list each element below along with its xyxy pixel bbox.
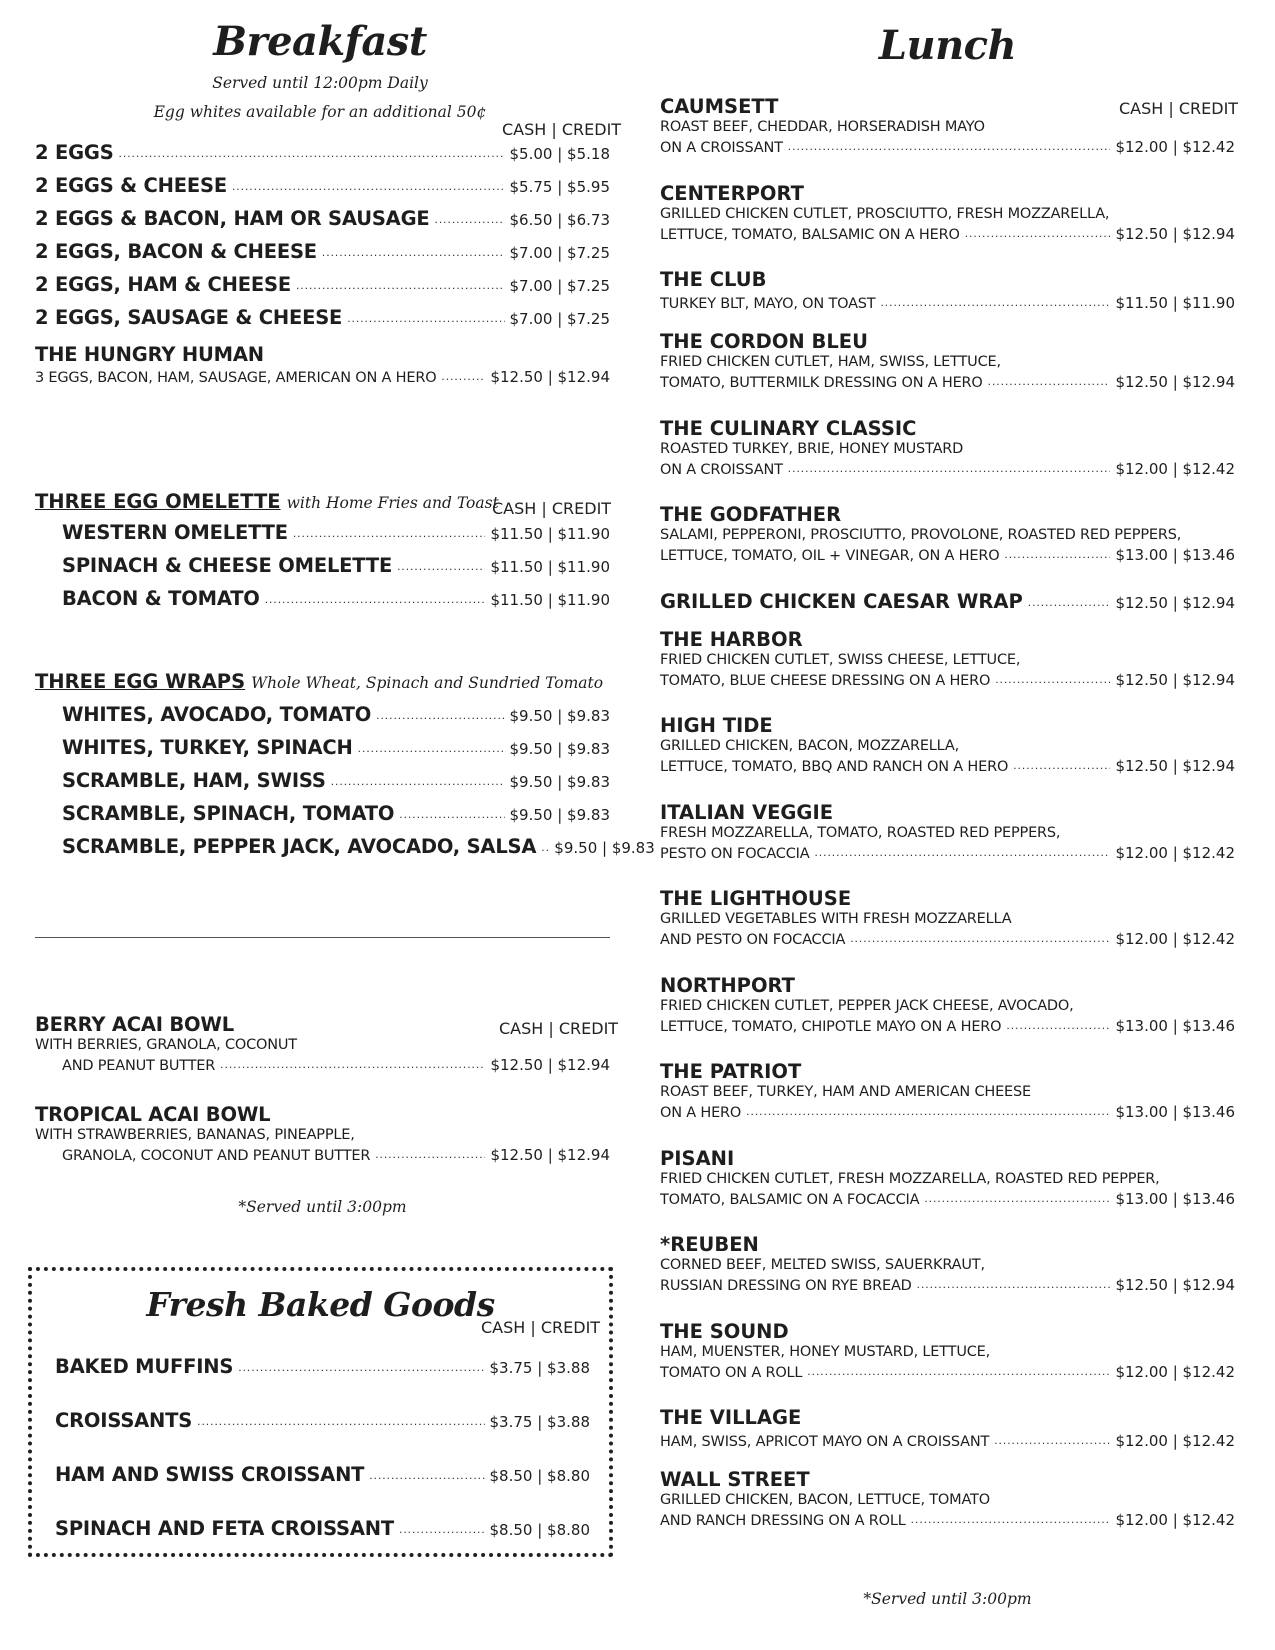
dot-leader	[369, 1468, 484, 1482]
menu-item	[55, 1463, 590, 1486]
menu-item-name: SPINACH & CHEESE OMELETTE	[62, 554, 393, 577]
menu-item-name: HIGH TIDE	[660, 714, 773, 737]
menu-item	[660, 268, 1235, 312]
dot-leader	[965, 226, 1111, 240]
menu-item-desc: FRIED CHICKEN CUTLET, SWISS CHEESE, LETTUCE,	[660, 651, 1021, 668]
breakfast-served-note: Served until 12:00pm Daily	[212, 74, 428, 92]
menu-item	[62, 703, 610, 726]
menu-item-name: WHITES, AVOCADO, TOMATO	[62, 703, 372, 726]
menu-item-price: $12.00 | $12.42	[1115, 459, 1235, 478]
dot-leader	[220, 1057, 485, 1071]
menu-item-desc: FRIED CHICKEN CUTLET, FRESH MOZZARELLA, ROASTED RED PEPPER,	[660, 1170, 1160, 1187]
menu-item	[660, 974, 1235, 1035]
menu-item-name: GRILLED CHICKEN CAESAR WRAP	[660, 589, 1023, 613]
menu-item-desc: AND PEANUT BUTTER	[62, 1058, 216, 1074]
menu-item-price: $12.00 | $12.42	[1115, 843, 1235, 862]
dot-leader	[238, 1360, 484, 1374]
menu-item-name: ITALIAN VEGGIE	[660, 800, 834, 824]
breakfast-price-header: CASH | CREDIT	[502, 120, 622, 139]
dot-leader	[435, 212, 505, 226]
section-divider	[35, 937, 610, 938]
menu-item	[62, 736, 610, 759]
menu-item-desc: WITH BERRIES, GRANOLA, COCONUT	[35, 1037, 297, 1053]
menu-item-name: CROISSANTS	[55, 1409, 193, 1432]
menu-item-desc: GRILLED VEGETABLES WITH FRESH MOZZARELLA	[660, 911, 1012, 927]
menu-item-desc: LETTUCE, TOMATO, OIL + VINEGAR, ON A HERO	[660, 548, 1000, 564]
menu-item-price-row	[660, 138, 1235, 156]
menu-item-price-row	[660, 844, 1235, 862]
omelette-subtitle: with Home Fries and Toast	[286, 494, 499, 512]
menu-item-desc: TOMATO, BALSAMIC ON A FOCACCIA	[660, 1191, 920, 1208]
baked-price-header: CASH | CREDIT	[481, 1318, 601, 1337]
dot-leader	[265, 592, 486, 606]
menu-item-name: 2 EGGS & BACON, HAM OR SAUSAGE	[35, 207, 430, 230]
menu-item-name: THE CORDON BLEU	[660, 330, 868, 353]
menu-item-price-row	[660, 1511, 1235, 1529]
menu-item-desc: TOMATO, BUTTERMILK DRESSING ON A HERO	[660, 375, 983, 391]
menu-item-name: CAUMSETT	[660, 95, 779, 118]
menu-item-name: THE GODFATHER	[660, 503, 842, 526]
menu-item-name: WESTERN OMELETTE	[62, 521, 288, 544]
menu-item	[62, 587, 610, 610]
menu-item-price: $13.00 | $13.46	[1115, 1189, 1235, 1208]
menu-item-desc: AND PESTO ON FOCACCIA	[660, 932, 846, 948]
menu-item-price-row	[660, 671, 1235, 689]
menu-item-price-row	[660, 294, 1235, 312]
wraps-subtitle: Whole Wheat, Spinach and Sundried Tomato	[251, 674, 604, 692]
dot-leader	[119, 146, 505, 160]
dot-leader	[197, 1414, 484, 1428]
dot-leader	[807, 1364, 1110, 1378]
menu-item-price: $13.00 | $13.46	[1115, 1103, 1235, 1121]
dot-leader	[399, 807, 504, 821]
menu-item-name: CENTERPORT	[660, 181, 804, 205]
menu-item-price: $11.50 | $11.90	[490, 558, 610, 576]
menu-item-name: THE HARBOR	[660, 627, 803, 651]
menu-item-name: 2 EGGS & CHEESE	[35, 174, 227, 197]
menu-item-price-row	[660, 1276, 1235, 1294]
omelette-price-header: CASH | CREDIT	[492, 499, 612, 518]
menu-item-desc: TOMATO, BLUE CHEESE DRESSING ON A HERO	[660, 672, 991, 689]
menu-item	[35, 306, 610, 329]
menu-item-name: 2 EGGS, HAM & CHEESE	[35, 273, 291, 296]
dot-leader	[296, 278, 505, 292]
menu-item-name: THE CLUB	[660, 268, 767, 291]
menu-item	[660, 503, 1235, 564]
menu-item-name: SCRAMBLE, HAM, SWISS	[62, 769, 326, 792]
menu-item-price-row	[62, 1056, 610, 1074]
menu-item	[35, 207, 610, 230]
dot-leader	[814, 845, 1110, 859]
menu-item-desc: LETTUCE, TOMATO, BALSAMIC ON A HERO	[660, 226, 960, 243]
menu-item-name: THE PATRIOT	[660, 1060, 802, 1083]
menu-item-name: *REUBEN	[660, 1233, 759, 1256]
menu-item	[660, 1147, 1235, 1208]
menu-item	[55, 1409, 590, 1432]
menu-item-price: $12.00 | $12.42	[1115, 930, 1235, 948]
menu-item-price-row	[660, 546, 1235, 564]
menu-item-desc: HAM, MUENSTER, HONEY MUSTARD, LETTUCE,	[660, 1343, 991, 1360]
menu-item-desc: SALAMI, PEPPERONI, PROSCIUTTO, PROVOLONE, ROASTED RED PEPPERS,	[660, 527, 1182, 543]
menu-item-name: HAM AND SWISS CROISSANT	[55, 1463, 365, 1486]
menu-item	[35, 174, 610, 197]
menu-item-price: $9.50 | $9.83	[509, 740, 610, 758]
menu-item-price-row	[660, 930, 1235, 948]
menu-item-price: $11.50 | $11.90	[490, 591, 610, 609]
acai-served-note: *Served until 3:00pm	[238, 1198, 407, 1216]
menu-item-desc: GRILLED CHICKEN, BACON, MOZZARELLA,	[660, 738, 960, 754]
menu-item-name: THE SOUND	[660, 1319, 789, 1343]
menu-item	[35, 240, 610, 263]
menu-item	[62, 802, 610, 825]
menu-item-name: SCRAMBLE, SPINACH, TOMATO	[62, 802, 395, 825]
menu-item-price: $9.50 | $9.83	[509, 773, 610, 791]
lunch-title: Lunch	[878, 22, 1017, 69]
menu-item-name: BACON & TOMATO	[62, 587, 260, 610]
menu-item	[660, 1320, 1235, 1381]
menu-item-price: $12.50 | $12.94	[1115, 670, 1235, 689]
menu-item-price: $12.00 | $12.42	[1115, 138, 1235, 156]
menu-item-price: $11.50 | $11.90	[1115, 294, 1235, 312]
menu-item-desc: TOMATO ON A ROLL	[660, 1364, 803, 1381]
menu-item	[62, 521, 610, 544]
lunch-served-note: *Served until 3:00pm	[863, 1590, 1032, 1608]
menu-item-price: $7.00 | $7.25	[509, 310, 610, 328]
omelette-title: THREE EGG OMELETTE	[35, 490, 281, 513]
menu-item-price: $3.75 | $3.88	[489, 1359, 590, 1377]
menu-item-price: $11.50 | $11.90	[490, 525, 610, 543]
dot-leader	[1028, 595, 1111, 609]
dot-leader	[1013, 758, 1110, 772]
menu-item-desc: LETTUCE, TOMATO, BBQ AND RANCH ON A HERO	[660, 759, 1009, 775]
menu-item-price-row	[660, 1017, 1235, 1035]
menu-item-desc: ROAST BEEF, CHEDDAR, HORSERADISH MAYO	[660, 119, 985, 135]
menu-item	[62, 769, 610, 792]
dot-leader	[376, 708, 504, 722]
menu-item-price: $9.50 | $9.83	[554, 839, 655, 857]
menu-item-price-row	[660, 590, 1235, 613]
menu-item-price: $12.50 | $12.94	[490, 1056, 610, 1074]
hungry-human	[35, 343, 610, 386]
menu-item-price: $6.50 | $6.73	[509, 211, 610, 229]
dot-leader	[397, 559, 485, 573]
menu-item	[660, 182, 1235, 243]
menu-item-desc: CORNED BEEF, MELTED SWISS, SAUERKRAUT,	[660, 1257, 985, 1273]
menu-item-desc: LETTUCE, TOMATO, CHIPOTLE MAYO ON A HERO	[660, 1018, 1002, 1035]
menu-item-desc: ROASTED TURKEY, BRIE, HONEY MUSTARD	[660, 440, 964, 457]
dot-leader	[293, 526, 486, 540]
menu-item-name: 2 EGGS	[35, 141, 114, 164]
menu-item-name: WALL STREET	[660, 1468, 810, 1491]
dot-leader	[232, 179, 505, 193]
dot-leader	[331, 774, 505, 788]
menu-item-price: $12.00 | $12.42	[1115, 1362, 1235, 1381]
menu-item	[660, 590, 1235, 613]
dot-leader	[994, 1433, 1110, 1447]
baked-goods-title: Fresh Baked Goods	[146, 1285, 495, 1324]
menu-item	[660, 330, 1235, 391]
dot-leader	[917, 1277, 1111, 1291]
menu-item	[660, 714, 1235, 775]
menu-item-desc: ON A CROISSANT	[660, 140, 783, 156]
menu-item-desc: FRESH MOZZARELLA, TOMATO, ROASTED RED PEPPERS,	[660, 824, 1061, 841]
menu-item-price: $7.00 | $7.25	[509, 244, 610, 262]
menu-item-price: $13.00 | $13.46	[1115, 1016, 1235, 1035]
menu-item-price-row	[660, 225, 1235, 243]
wraps-title: THREE EGG WRAPS	[35, 670, 246, 693]
menu-item	[62, 554, 610, 577]
menu-item-price: $12.50 | $12.94	[1115, 373, 1235, 391]
menu-item-price: $12.50 | $12.94	[1115, 224, 1235, 243]
menu-item	[35, 273, 610, 296]
menu-item-desc: WITH STRAWBERRIES, BANANAS, PINEAPPLE,	[35, 1127, 355, 1143]
menu-item	[660, 887, 1235, 948]
wraps-section-heading	[35, 670, 603, 693]
dot-leader	[375, 1147, 485, 1161]
menu-item-price-row	[660, 1103, 1235, 1121]
menu-item-desc: GRILLED CHICKEN, BACON, LETTUCE, TOMATO	[660, 1492, 990, 1508]
menu-item-price-row	[660, 373, 1235, 391]
menu-item-price: $5.00 | $5.18	[509, 145, 610, 163]
dot-leader	[988, 374, 1111, 388]
dot-leader	[541, 840, 549, 854]
dot-leader	[1004, 547, 1110, 561]
menu-item-name: THE HUNGRY HUMAN	[35, 343, 264, 366]
menu-item-name: 2 EGGS, SAUSAGE & CHEESE	[35, 306, 343, 329]
dot-leader	[924, 1191, 1110, 1205]
menu-item	[62, 835, 655, 858]
menu-item-price: $8.50 | $8.80	[489, 1467, 590, 1485]
menu-item-price-row	[62, 1146, 610, 1164]
menu-item-name: THE VILLAGE	[660, 1406, 802, 1429]
menu-item	[660, 95, 1235, 156]
dot-leader	[1006, 1018, 1110, 1032]
menu-item-price: $12.50 | $12.94	[490, 368, 610, 386]
dot-leader	[911, 1512, 1111, 1526]
menu-item	[660, 1468, 1235, 1529]
menu-item	[660, 628, 1235, 689]
menu-item-desc: RUSSIAN DRESSING ON RYE BREAD	[660, 1278, 912, 1294]
menu-item-price: $3.75 | $3.88	[489, 1413, 590, 1431]
menu-item	[660, 417, 1235, 478]
menu-item	[660, 1406, 1235, 1450]
menu-item-desc: GRILLED CHICKEN CUTLET, PROSCIUTTO, FRESH MOZZARELLA,	[660, 205, 1110, 222]
menu-item-desc: ON A HERO	[660, 1105, 742, 1121]
menu-item-price: $9.50 | $9.83	[509, 707, 610, 725]
menu-item-name: SCRAMBLE, PEPPER JACK, AVOCADO, SALSA	[62, 835, 537, 858]
menu-item	[35, 1103, 610, 1164]
menu-item	[35, 141, 610, 164]
menu-item-desc: AND RANCH DRESSING ON A ROLL	[660, 1513, 906, 1529]
menu-item-desc: TURKEY BLT, MAYO, ON TOAST	[660, 296, 876, 312]
dot-leader	[358, 741, 505, 755]
menu-item	[660, 801, 1235, 862]
menu-item-price: $8.50 | $8.80	[489, 1521, 590, 1539]
menu-item	[55, 1355, 590, 1378]
egg-whites-note: Egg whites available for an additional 50¢	[153, 103, 487, 121]
menu-item-price: $12.50 | $12.94	[1115, 1276, 1235, 1294]
menu-item	[660, 1233, 1235, 1294]
menu-item-price-row	[660, 460, 1235, 478]
menu-item-name: 2 EGGS, BACON & CHEESE	[35, 240, 317, 263]
menu-item-price: $12.00 | $12.42	[1115, 1511, 1235, 1529]
dot-leader	[746, 1104, 1110, 1118]
menu-item	[660, 1060, 1235, 1121]
menu-item-desc: FRIED CHICKEN CUTLET, HAM, SWISS, LETTUCE,	[660, 354, 1001, 370]
menu-item-desc: ON A CROISSANT	[660, 461, 783, 478]
dot-leader	[399, 1522, 485, 1536]
menu-item-name: THE LIGHTHOUSE	[660, 887, 852, 910]
menu-item-name: WHITES, TURKEY, SPINACH	[62, 736, 353, 759]
menu-item	[55, 1517, 590, 1540]
menu-item-name: BERRY ACAI BOWL	[35, 1013, 234, 1036]
dot-leader	[788, 461, 1111, 475]
menu-item-name: TROPICAL ACAI BOWL	[35, 1103, 271, 1126]
menu-item-price: $9.50 | $9.83	[509, 806, 610, 824]
menu-item-price: $12.00 | $12.42	[1115, 1432, 1235, 1450]
menu-item-name: THE CULINARY CLASSIC	[660, 416, 917, 440]
menu-item-desc: HAM, SWISS, APRICOT MAYO ON A CROISSANT	[660, 1434, 990, 1450]
dot-leader	[441, 369, 485, 383]
menu-item-price: $13.00 | $13.46	[1115, 546, 1235, 564]
dot-leader	[880, 295, 1110, 309]
menu-item-name: BAKED MUFFINS	[55, 1355, 234, 1378]
menu-item-name: SPINACH AND FETA CROISSANT	[55, 1517, 395, 1540]
dot-leader	[322, 245, 505, 259]
dot-leader	[788, 139, 1111, 153]
menu-item-price: $12.50 | $12.94	[1115, 593, 1235, 612]
dot-leader	[995, 672, 1110, 686]
menu-item-price: $12.50 | $12.94	[1115, 757, 1235, 775]
menu-item-name: PISANI	[660, 1146, 735, 1170]
menu-item-price: $12.50 | $12.94	[490, 1146, 610, 1164]
menu-item-desc: PESTO ON FOCACCIA	[660, 845, 810, 862]
menu-item-price-row	[660, 1363, 1235, 1381]
menu-item-price: $5.75 | $5.95	[509, 178, 610, 196]
menu-item-price-row	[660, 757, 1235, 775]
menu-item-desc: FRIED CHICKEN CUTLET, PEPPER JACK CHEESE, AVOCADO,	[660, 997, 1074, 1014]
lunch-price-header: CASH | CREDIT	[1119, 99, 1239, 118]
menu-item	[35, 1013, 610, 1074]
menu-item-name: NORTHPORT	[660, 973, 795, 997]
acai-price-header: CASH | CREDIT	[499, 1019, 619, 1038]
menu-item-price-row	[660, 1432, 1235, 1450]
menu-item-price: $7.00 | $7.25	[509, 277, 610, 295]
menu-item-price-row	[660, 1190, 1235, 1208]
dot-leader	[850, 931, 1110, 945]
dot-leader	[347, 311, 504, 325]
menu-item-desc: ROAST BEEF, TURKEY, HAM AND AMERICAN CHEESE	[660, 1084, 1031, 1100]
omelette-section-heading	[35, 490, 499, 513]
menu-item-desc: GRANOLA, COCONUT AND PEANUT BUTTER	[62, 1148, 371, 1164]
menu-item-desc: 3 EGGS, BACON, HAM, SAUSAGE, AMERICAN ON A HERO	[35, 370, 437, 386]
breakfast-title: Breakfast	[213, 18, 427, 65]
